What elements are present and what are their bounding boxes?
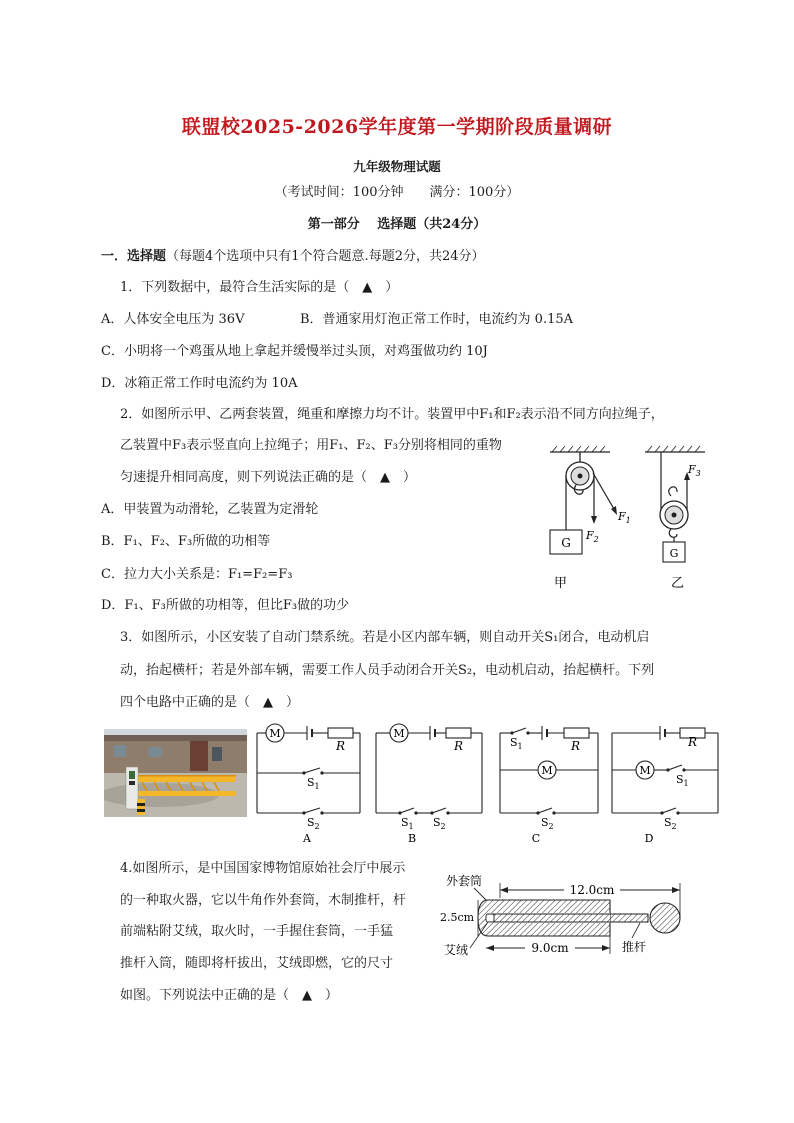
switch-d-s1: $S_1$ <box>676 773 689 788</box>
f2-label: $F_2$ <box>586 529 599 544</box>
q2-option-d: D．F₁、F₃所做的功相等，但比F₃做的功少 <box>101 598 350 613</box>
length-inner-label: 9.0cm <box>531 941 569 955</box>
q2-option-a: A．甲装置为动滑轮，乙装置为定滑轮 <box>101 502 319 517</box>
q2-stem-line2: 乙装置中F₃表示竖直向上拉绳子；用F₁、F₂、F₃分别将相同的重物 <box>120 438 502 453</box>
switch-c-s2: $S_2$ <box>541 816 554 831</box>
pulley-jia-weight-label: G <box>561 536 571 550</box>
q4-line5: 如图。下列说法中正确的是（ ▲ ） <box>120 988 338 1003</box>
diameter-label: 2.5cm <box>440 911 475 924</box>
switch-b-s2: $S_2$ <box>433 816 446 831</box>
resistor-d-label: R <box>688 735 698 749</box>
q4-line2: 的一种取火器，它以牛角作外套筒，木制推杆，杆 <box>120 893 407 908</box>
q3-stem-line1: 3．如图所示，小区安装了自动门禁系统。若是小区内部车辆，则自动开关S₁闭合，电动机启 <box>120 630 650 645</box>
switch-d-s2: $S_2$ <box>664 816 677 831</box>
pulley-jia <box>550 446 631 591</box>
q2-option-c: C．拉力大小关系是：F₁=F₂=F₃ <box>101 567 293 582</box>
q1-option-c: C．小明将一个鸡蛋从地上拿起并缓慢举过头顶，对鸡蛋做功约 10J <box>101 344 488 359</box>
q2-option-b: B．F₁、F₂、F₃所做的功相等 <box>101 534 271 549</box>
exam-info: （考试时间：100分钟 满分：100分） <box>274 185 520 200</box>
section-instructions: （每题4个选项中只有1个符合题意.每题2分，共24分） <box>166 249 485 264</box>
pulley-figure <box>540 445 710 595</box>
resistor-c-label: R <box>571 739 581 753</box>
q1-option-d: D．冰箱正常工作时电流约为 10A <box>101 376 298 391</box>
motor-d-label: M <box>639 764 651 777</box>
subject-title: 九年级物理试题 <box>353 159 441 174</box>
label-jia: 甲 <box>554 576 568 591</box>
section-heading-label: 一．选择题 <box>101 249 167 264</box>
motor-a-label: M <box>269 727 281 740</box>
label-yi: 乙 <box>671 576 685 591</box>
q3-stem-line3: 四个电路中正确的是（ ▲ ） <box>120 695 299 710</box>
q1-stem: 1．下列数据中，最符合生活实际的是（ ▲ ） <box>120 280 399 295</box>
q4-line1: 4.如图所示，是中国国家博物馆原始社会厅中展示 <box>120 861 406 876</box>
circuit-a-label: A <box>303 832 311 845</box>
section-heading <box>101 245 485 264</box>
resistor-b-label: R <box>454 739 464 753</box>
part-title: 第一部分 选择题（共24分） <box>307 217 487 232</box>
motor-c-label: M <box>541 764 553 777</box>
q2-stem-line1: 2．如图所示甲、乙两套装置，绳重和摩擦力均不计。装置甲中F₁和F₂表示沿不同方向拉绳子， <box>120 407 664 422</box>
resistor-a-label: R <box>336 739 346 753</box>
circuit-b-label: B <box>407 832 417 845</box>
exam-title: 联盟校2025-2026学年度第一学期阶段质量调研 <box>181 116 613 138</box>
q4-line3: 前端粘附艾绒，取火时，一手握住套筒，一手猛 <box>120 924 394 939</box>
q4-line4: 推杆入筒，随即将杆拔出，艾绒即燃，它的尺寸 <box>120 956 394 971</box>
circuit-figures <box>252 718 724 846</box>
switch-a-s1: $S_1$ <box>307 776 320 791</box>
circuit-d <box>612 726 718 813</box>
switch-c-s1: $S_1$ <box>510 736 523 751</box>
q3-stem-line2: 动，抬起横杆；若是外部车辆，需要工作人员手动闭合开关S₂，电动机启动，抬起横杆。下列 <box>120 663 655 678</box>
outer-tube-label: 外套筒 <box>446 874 483 888</box>
circuit-d-label: D <box>644 832 654 845</box>
f3-label: $F_3$ <box>688 463 701 478</box>
gate-photo <box>104 729 247 817</box>
motor-b-label: M <box>393 727 405 740</box>
fire-starter-figure <box>440 868 700 960</box>
pulley-yi <box>645 446 705 591</box>
circuit-c-label: C <box>531 832 541 845</box>
switch-a-s2: $S_2$ <box>307 816 320 831</box>
q1-option-b: B．普通家用灯泡正常工作时，电流约为 0.15A <box>300 312 574 327</box>
q2-stem-line3: 匀速提升相同高度，则下列说法正确的是（ ▲ ） <box>120 470 416 485</box>
switch-b-s1: $S_1$ <box>401 816 414 831</box>
pulley-yi-weight-label: G <box>669 547 679 560</box>
push-rod-label: 推杆 <box>622 940 647 954</box>
moxa-label: 艾绒 <box>444 943 469 957</box>
q1-option-a: A．人体安全电压为 36V <box>101 312 245 327</box>
f1-label: $F_1$ <box>618 510 631 525</box>
length-total-label: 12.0cm <box>569 883 615 897</box>
